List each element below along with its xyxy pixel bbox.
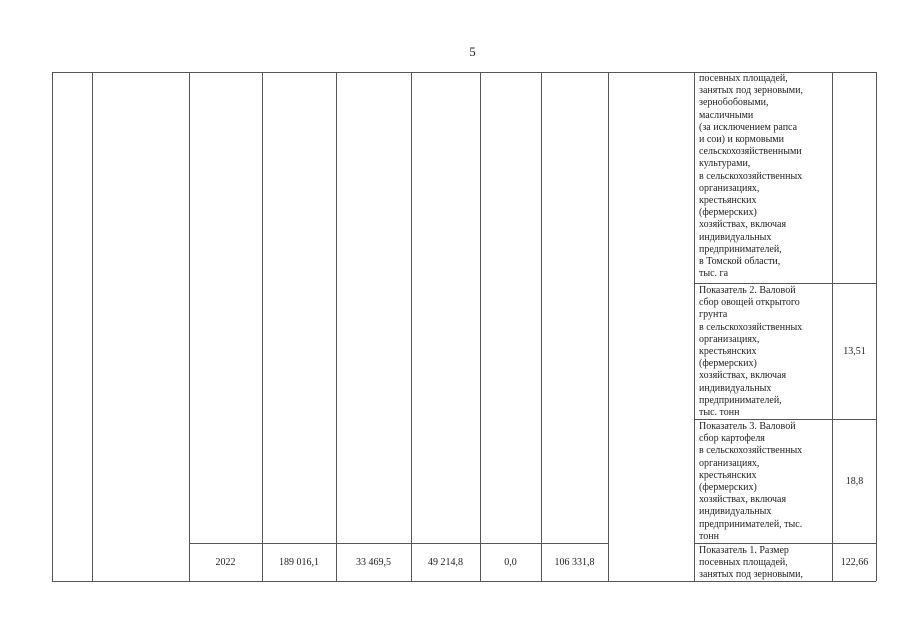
col-border [92, 72, 93, 581]
indicator-2-text: Показатель 2. Валовой сбор овощей открытого грунта в сельскохозяйственных организациях, крестьянских (фермерских) хозяйствах, включая индивидуальных предпринимателей, тыс. тонн [699, 285, 803, 419]
indicator-3-text: Показатель 3. Валовой сбор картофеля в сельскохозяйственных организациях, крестьянских (фермерских) хозяйствах, включая индивидуальных предпринимателей, тыс. тонн [699, 421, 803, 542]
row-2022-col5: 106 331,8 [554, 557, 595, 568]
page-number: 5 [469, 44, 476, 59]
row-2022-col2: 33 469,5 [356, 557, 391, 568]
row-2022-total: 189 016,1 [279, 557, 319, 568]
col-border [480, 72, 481, 581]
col-border [336, 72, 337, 581]
col-border [832, 72, 833, 581]
col-border [541, 72, 542, 581]
col-border [262, 72, 263, 581]
row-2022-year: 2022 [215, 557, 236, 568]
col-border [694, 72, 695, 581]
indicator-2-value: 13,51 [843, 346, 866, 357]
indicator-1-text: посевных площадей, занятых под зерновыми, зернобобовыми, масличными (за исключением рапса и сои) и кормовыми сельскохозяйственными культурами, в сельскохозяйственных организациях, крестьянских (фермерских) хозяйствах, включая индивидуальных предпринимателей, в Томской области, тыс. га [699, 73, 803, 280]
col-border [189, 72, 190, 581]
col-border [411, 72, 412, 581]
indicator-3-value: 18,8 [845, 476, 864, 487]
col-border [876, 72, 877, 581]
row-border [694, 543, 876, 544]
row-2022-col3: 49 214,8 [428, 557, 463, 568]
row-2022-col4: 0,0 [504, 557, 517, 568]
indicator-4-text: Показатель 1. Размер посевных площадей, занятых под зерновыми, [699, 545, 803, 581]
row-border [189, 543, 608, 544]
row-border [694, 283, 876, 284]
col-border [608, 72, 609, 581]
indicator-4-value: 122,66 [840, 557, 869, 568]
col-border [52, 72, 53, 581]
